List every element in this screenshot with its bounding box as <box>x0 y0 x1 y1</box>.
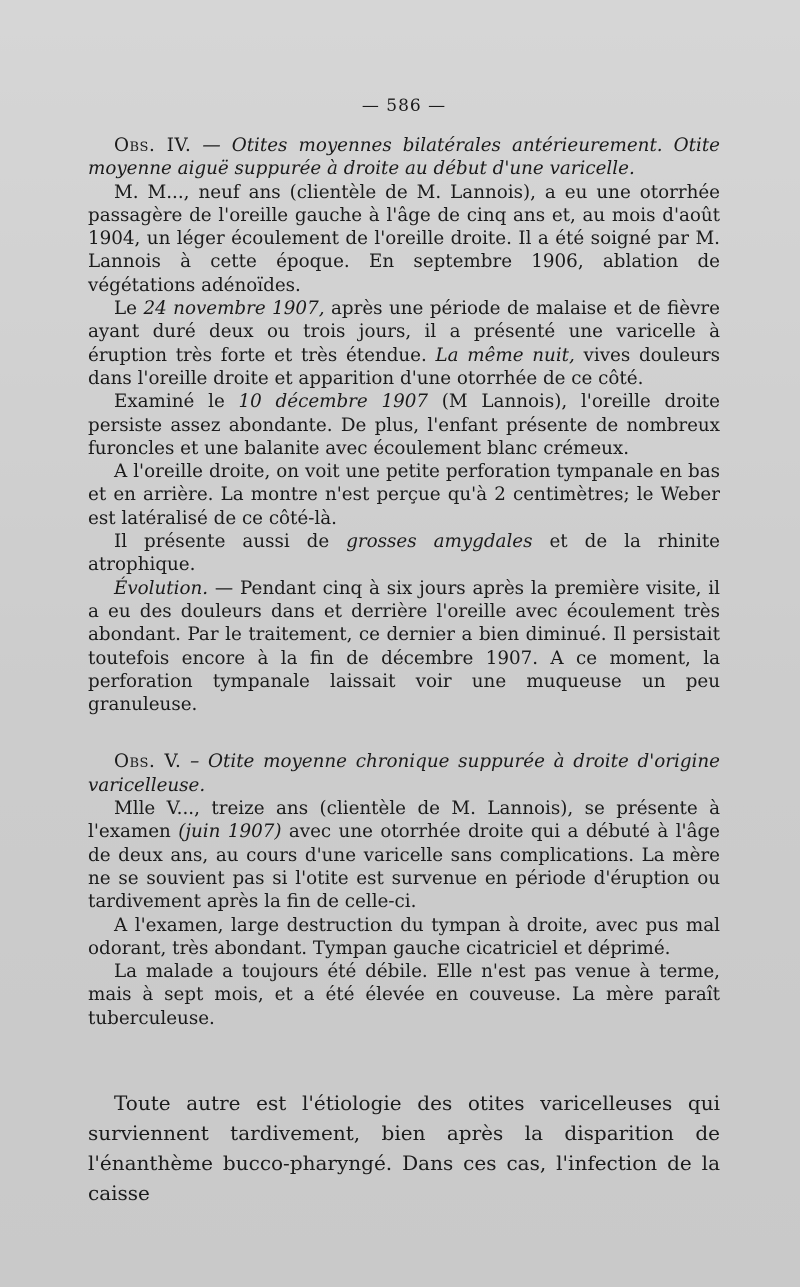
obs4-heading <box>88 134 720 181</box>
obs4-p3-text-a: Examiné le <box>114 391 239 413</box>
closing-section <box>88 1088 720 1208</box>
obs4-paragraph-6 <box>88 577 720 717</box>
obs4-p6-text: — Pendant cinq à six jours après la première visite, il a eu des douleurs dans et derrière l'oreille avec écoulement très abondant. Par le traitement, ce dernier a bien diminué. Il persistait toutefois encore à la fin de décembre 1907. A ce moment, la perforation tympanale laissait voir une muqueuse un peu granuleuse. <box>88 577 720 716</box>
obs5-p1-text-b: avec une otorrhée droite qui a débuté à l'âge de deux ans, au cours d'une varicelle sans complications. La mère ne se souvient pas si l'otite est survenue en période d'éruption ou tardivement après la fin de celle-ci. <box>88 821 720 913</box>
obs5-heading <box>88 750 720 797</box>
obs4-paragraph-5 <box>88 530 720 577</box>
obs4-paragraph-1: M. M..., neuf ans (clientèle de M. Lannois), a eu une otorrhée passagère de l'oreille gauche à l'âge de cinq ans et, au mois d'août 1904, un léger écoulement de l'oreille droite. Il a été soigné par M. Lannois à cette époque. En septembre 1906, ablation de végétations adénoïdes. <box>88 181 720 296</box>
obs5-paragraph-2: A l'examen, large destruction du tympan à droite, avec pus mal odorant, très abondant. Tympan gauche cicatriciel et déprimé. <box>88 914 720 959</box>
page-number: — 586 — <box>361 96 447 116</box>
obs5-p1-text-a: Mlle V..., treize ans (clientèle de M. Lannois), se présente à l'examen <box>88 798 720 843</box>
obs5-paragraph-1 <box>88 797 720 913</box>
obs5-p1-date: (juin 1907) <box>178 821 282 843</box>
section-gap-large <box>88 1030 720 1088</box>
obs5-paragraph-3: La malade a toujours été débile. Elle n'est pas venue à terme, mais à sept mois, et a été élevée en couveuse. La mère paraît tuberculeuse. <box>88 961 720 1029</box>
obs4-p2-text-c: vives douleurs dans l'oreille droite et apparition d'une otorrhée de ce côté. <box>88 344 720 389</box>
closing-paragraph: Toute autre est l'étiologie des otites varicelleuses qui surviennent tardivement, bien après la disparition de l'énanthème bucco-pharyngé. Dans ces cas, l'infection de la caisse <box>88 1090 720 1205</box>
obs4-p3-text-b: (M Lannois), l'oreille droite persiste assez abondante. De plus, l'enfant présente de nombreux furoncles et une balanite avec écoulement blanc crémeux. <box>88 391 720 459</box>
obs4-paragraph-2 <box>88 297 720 390</box>
section-gap <box>88 716 720 750</box>
obs4-label: Obs. IV. <box>114 135 192 156</box>
obs4-p5-text-a: Il présente aussi de <box>114 531 347 553</box>
obs5-title: – Otite moyenne chronique suppurée à droite d'origine varicelleuse. <box>88 751 720 796</box>
page-content <box>88 96 720 1208</box>
obs4-paragraph-3 <box>88 390 720 460</box>
obs4-paragraph-4: A l'oreille droite, on voit une petite perforation tympanale en bas et en arrière. La montre n'est perçue qu'à 2 centimètres; le Weber est latéralisé de ce côté-là. <box>88 461 720 529</box>
obs4-p5-text-b: et de la rhinite atrophique. <box>88 531 720 576</box>
obs4-title: — Otites moyennes bilatérales antérieurement. Otite moyenne aiguë suppurée à droite au début d'une varicelle. <box>88 135 720 180</box>
obs4-p5-emphasis: grosses amygdales <box>346 531 533 553</box>
obs4-p2-text-b: après une période de malaise et de fièvre ayant duré deux ou trois jours, il a présenté une varicelle à éruption très forte et très étendue. <box>88 298 720 366</box>
obs4-p3-date: 10 décembre 1907 <box>238 391 429 413</box>
obs4-p2-text-a: Le <box>114 298 144 320</box>
obs4-p6-emphasis: Évolution. <box>114 577 209 599</box>
obs4-p2-date: 24 novembre 1907, <box>143 298 325 320</box>
obs5-label: Obs. V. <box>114 751 182 773</box>
obs4-p2-emphasis: La même nuit, <box>435 344 575 366</box>
